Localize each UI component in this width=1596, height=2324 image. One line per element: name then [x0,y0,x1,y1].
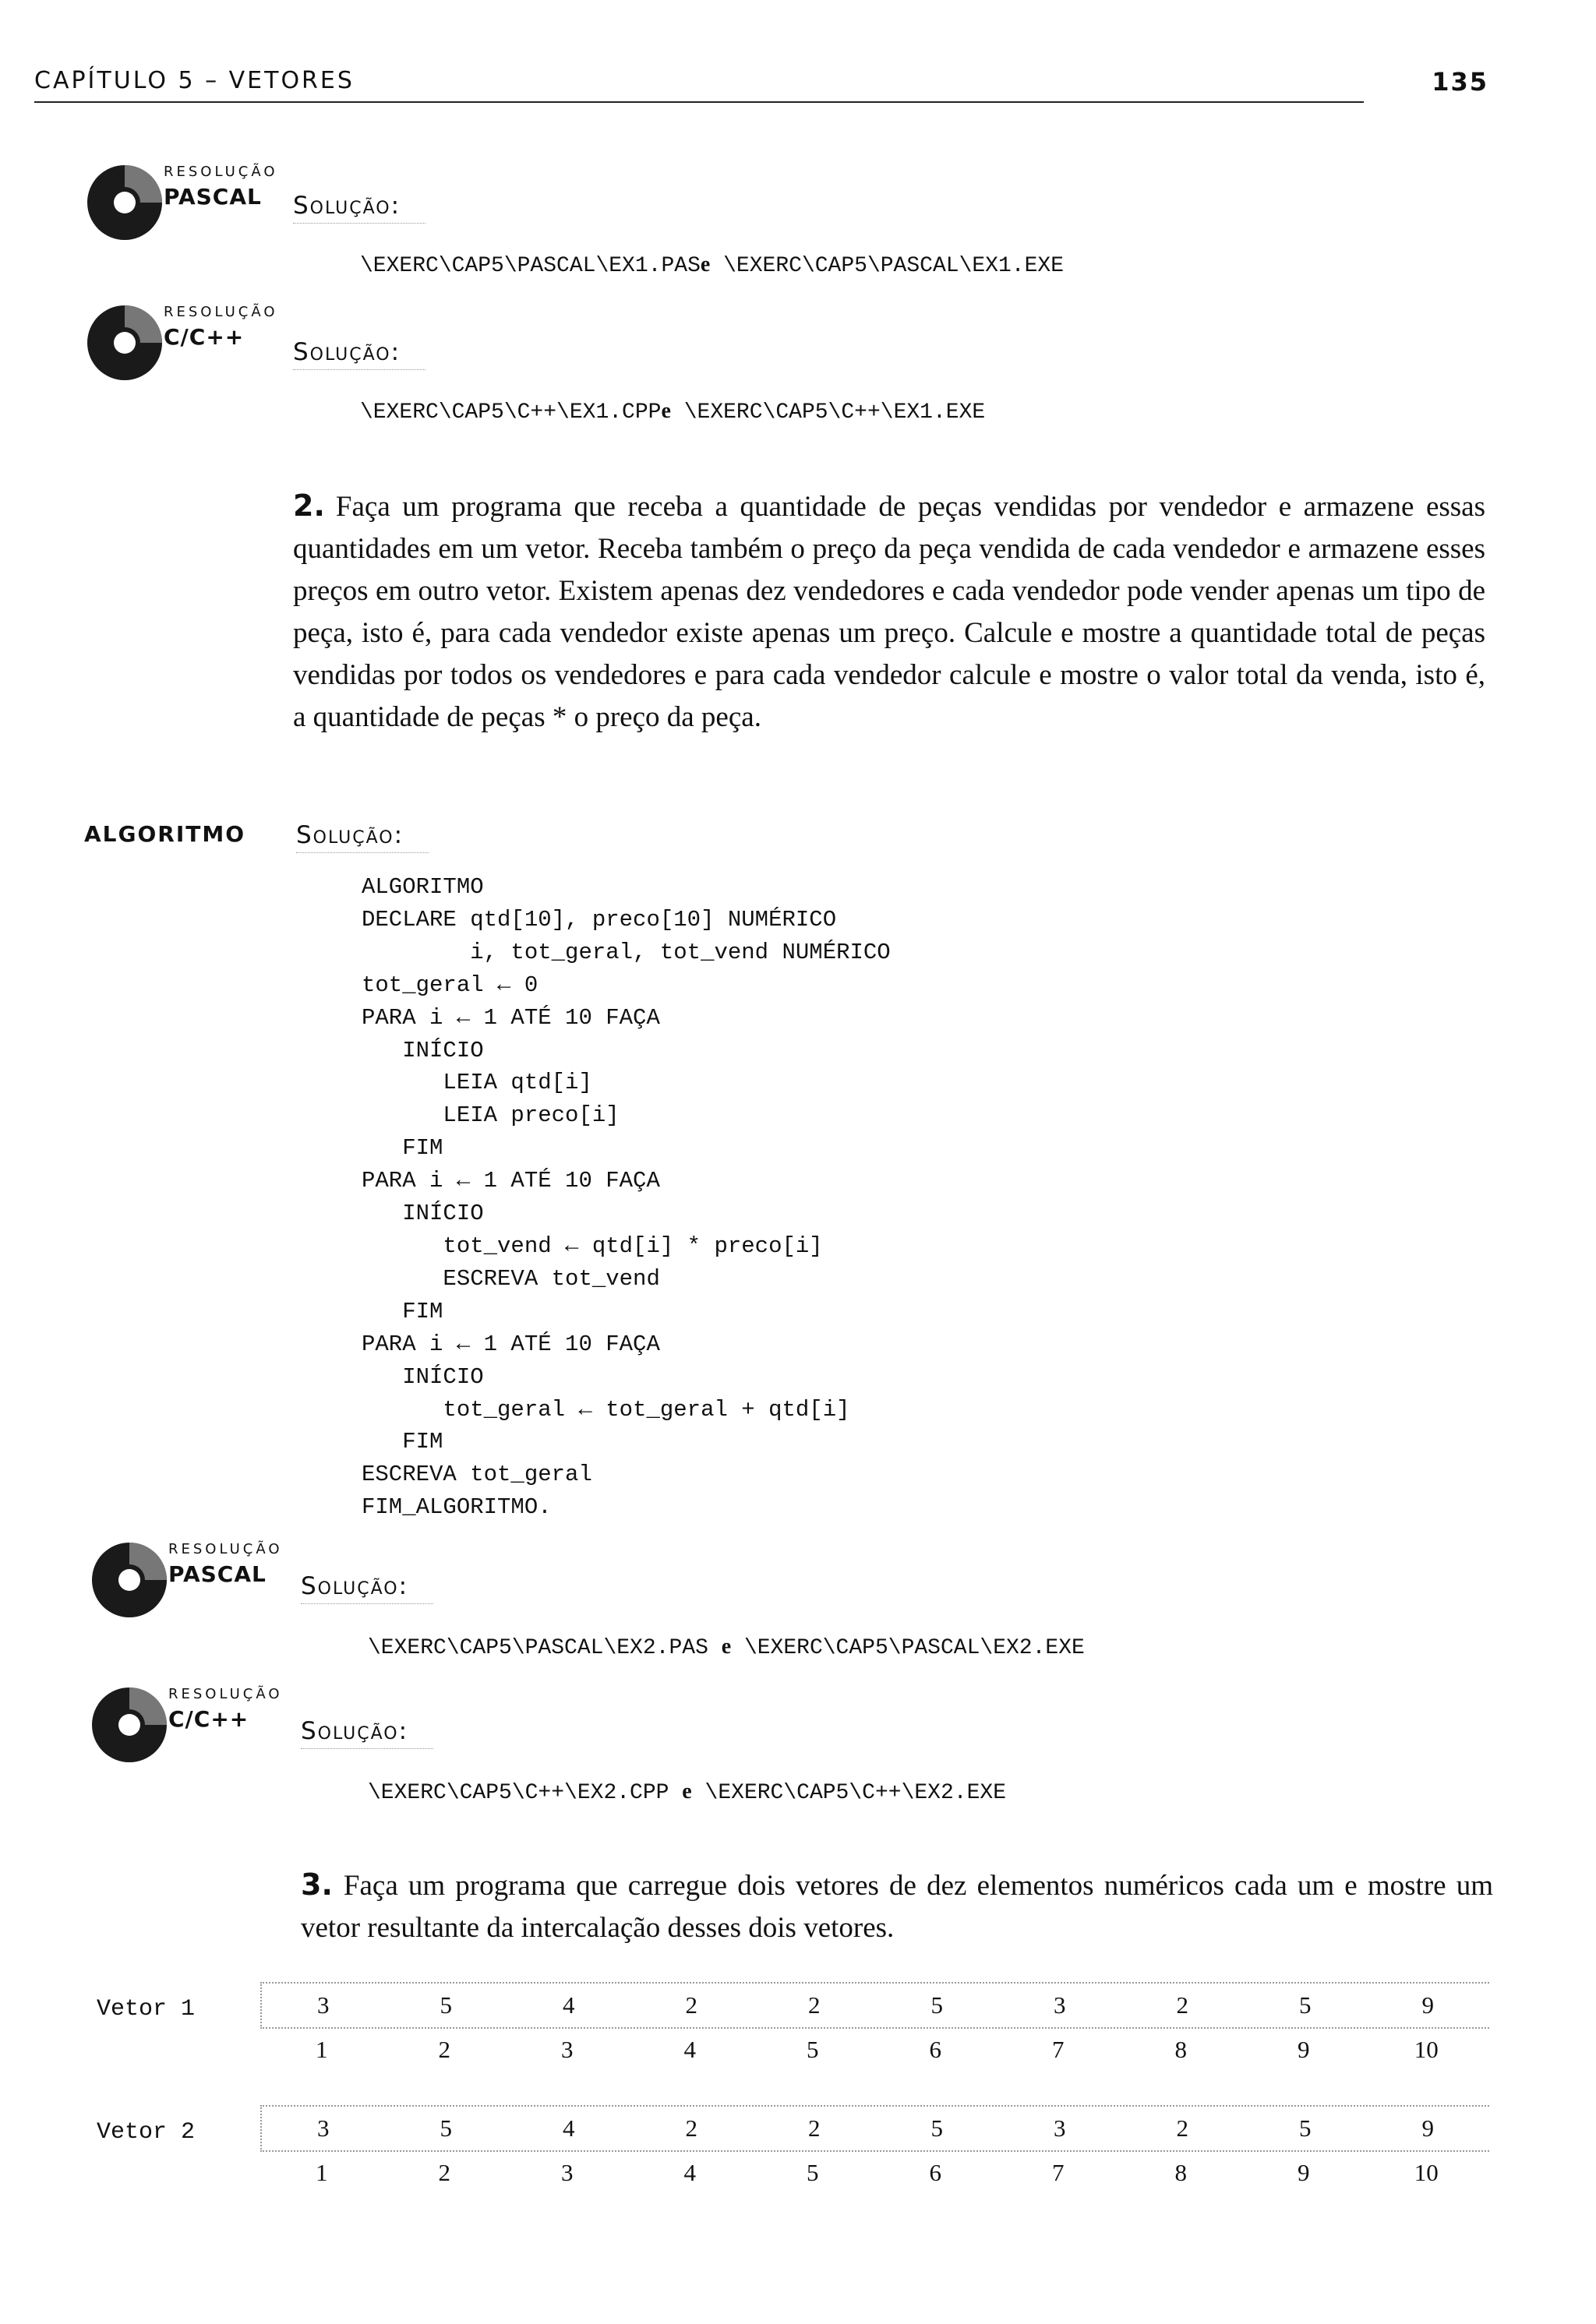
cd-disc-icon [90,1541,168,1619]
vector-cell: 5 [440,2114,452,2142]
vector-cell: 2 [808,2114,821,2142]
cd-disc-icon [86,164,164,242]
solution-path-line [360,252,1064,278]
cpp-source-path: \EXERC\CAP5\C++\EX1.CPP [360,400,662,425]
cpp-label: C/C++ [168,1706,249,1732]
vector-index: 9 [1298,2036,1310,2063]
resolucao-label: RESOLUÇÃO [168,1541,283,1557]
vector-cell: 2 [685,1991,697,2019]
vector-index: 5 [807,2036,819,2063]
exercise-text: Faça um programa que receba a quantidade de peças vendidas por vendedor e armazene essas quantidades em um vetor. Receba também o preço da peça vendida de cada vendedor e armazene esses preços em outro vetor. Existem apenas dez vendedores e cada vendedor pode vender apenas um tipo de peça, isto é, para cada vendedor existe apenas um preço. Calcule e mostre a quantidade total de peças vendidas por todos os vendedores e para cada vendedor calcule e mostre o valor total da venda, isto é, a quantidade de peças * o preço da peça. [293,491,1485,733]
vector-1-label: Vetor 1 [97,1996,196,2022]
vector-index: 5 [807,2159,819,2186]
solution-heading: Solução: [301,1572,433,1604]
pascal-source-path: \EXERC\CAP5\PASCAL\EX1.PAS [360,254,701,278]
vector-cell: 5 [1299,1991,1312,2019]
resolucao-label: RESOLUÇÃO [164,164,278,180]
vector-cell: 3 [1054,1991,1066,2019]
vector-2-indices [260,2153,1488,2192]
page-number: 135 [1432,67,1488,97]
vector-cell: 5 [930,1991,943,2019]
solution-heading: Solução: [293,338,425,370]
vector-index: 4 [683,2159,696,2186]
solution-path-line [368,1779,1006,1805]
vector-cell: 4 [563,1991,575,2019]
pascal-exe-path: \EXERC\CAP5\PASCAL\EX2.EXE [743,1636,1085,1660]
vector-cell: 5 [440,1991,452,2019]
vector-index: 2 [438,2036,450,2063]
resolucao-label: RESOLUÇÃO [168,1686,283,1702]
pascal-label: PASCAL [164,184,262,210]
exercise-number: 2. [293,488,325,523]
vector-cell: 9 [1421,2114,1434,2142]
exercise-text: Faça um programa que carregue dois vetores de dez elementos numéricos cada um e mostre um vetor resultante da intercalação desses dois vetores. [301,1870,1493,1944]
connector: e [661,399,671,423]
vector-index: 1 [316,2036,328,2063]
vector-cell: 4 [563,2114,575,2142]
chapter-title: CAPÍTULO 5 – VETORES [34,67,355,94]
vector-cell: 2 [1176,2114,1188,2142]
vector-index: 2 [438,2159,450,2186]
cd-disc-icon [86,304,164,382]
cpp-label: C/C++ [164,324,245,350]
algorithm-code: ALGORITMO DECLARE qtd[10], preco[10] NUMÉRICO i, tot_geral, tot_vend NUMÉRICO tot_geral ← 0 PARA i ← 1 ATÉ 10 FAÇA INÍCIO LEIA qtd[i] LEIA preco[i] FIM PARA i ← 1 ATÉ 10 FAÇA INÍCIO tot_vend ← qtd[i] * preco[i] ESCREVA tot_vend FIM PARA i ← 1 ATÉ 10 FAÇA INÍCIO tot_geral ← tot_geral + qtd[i] FIM ESCREVA tot_geral FIM_ALGORITMO. [362,874,891,1521]
vector-1-values [260,1982,1489,2029]
vector-index: 10 [1414,2036,1439,2063]
cpp-exe-path: \EXERC\CAP5\C++\EX2.EXE [704,1781,1006,1805]
resolucao-label: RESOLUÇÃO [164,304,278,320]
solution-heading: Solução: [293,192,425,224]
vector-cell: 3 [317,1991,330,2019]
pascal-label: PASCAL [168,1561,267,1587]
vector-2-values [260,2105,1489,2152]
vector-cell: 3 [1054,2114,1066,2142]
vector-cell: 5 [930,2114,943,2142]
vector-cell: 5 [1299,2114,1312,2142]
vector-cell: 2 [808,1991,821,2019]
vector-cell: 2 [1176,1991,1188,2019]
vector-2-label: Vetor 2 [97,2119,196,2146]
pascal-source-path: \EXERC\CAP5\PASCAL\EX2.PAS [368,1636,708,1660]
vector-cell: 9 [1421,1991,1434,2019]
cd-disc-icon [90,1686,168,1764]
vector-index: 7 [1052,2036,1065,2063]
vector-index: 9 [1298,2159,1310,2186]
solution-path-line [360,399,985,425]
pascal-exe-path: \EXERC\CAP5\PASCAL\EX1.EXE [723,254,1064,278]
connector: e [700,252,711,277]
vector-index: 10 [1414,2159,1439,2186]
page-header [34,67,1488,103]
cpp-exe-path: \EXERC\CAP5\C++\EX1.EXE [683,400,986,425]
exercise-number: 3. [301,1867,333,1902]
connector: e [682,1779,692,1804]
algoritmo-label: ALGORITMO [84,821,246,847]
vector-1-indices [260,2030,1488,2069]
solution-heading: Solução: [301,1717,433,1749]
vector-index: 3 [561,2159,574,2186]
vector-cell: 2 [685,2114,697,2142]
vector-index: 1 [316,2159,328,2186]
vector-index: 3 [561,2036,574,2063]
vector-index: 6 [929,2159,941,2186]
vector-index: 7 [1052,2159,1065,2186]
exercise-3-statement [301,1864,1493,1949]
vector-index: 8 [1174,2159,1187,2186]
cpp-source-path: \EXERC\CAP5\C++\EX2.CPP [368,1781,669,1805]
vector-index: 8 [1174,2036,1187,2063]
exercise-2-statement [293,485,1485,739]
vector-cell: 3 [317,2114,330,2142]
solution-heading: Solução: [296,821,429,853]
vector-index: 4 [683,2036,696,2063]
vector-index: 6 [929,2036,941,2063]
connector: e [721,1635,732,1659]
solution-path-line [368,1635,1085,1660]
